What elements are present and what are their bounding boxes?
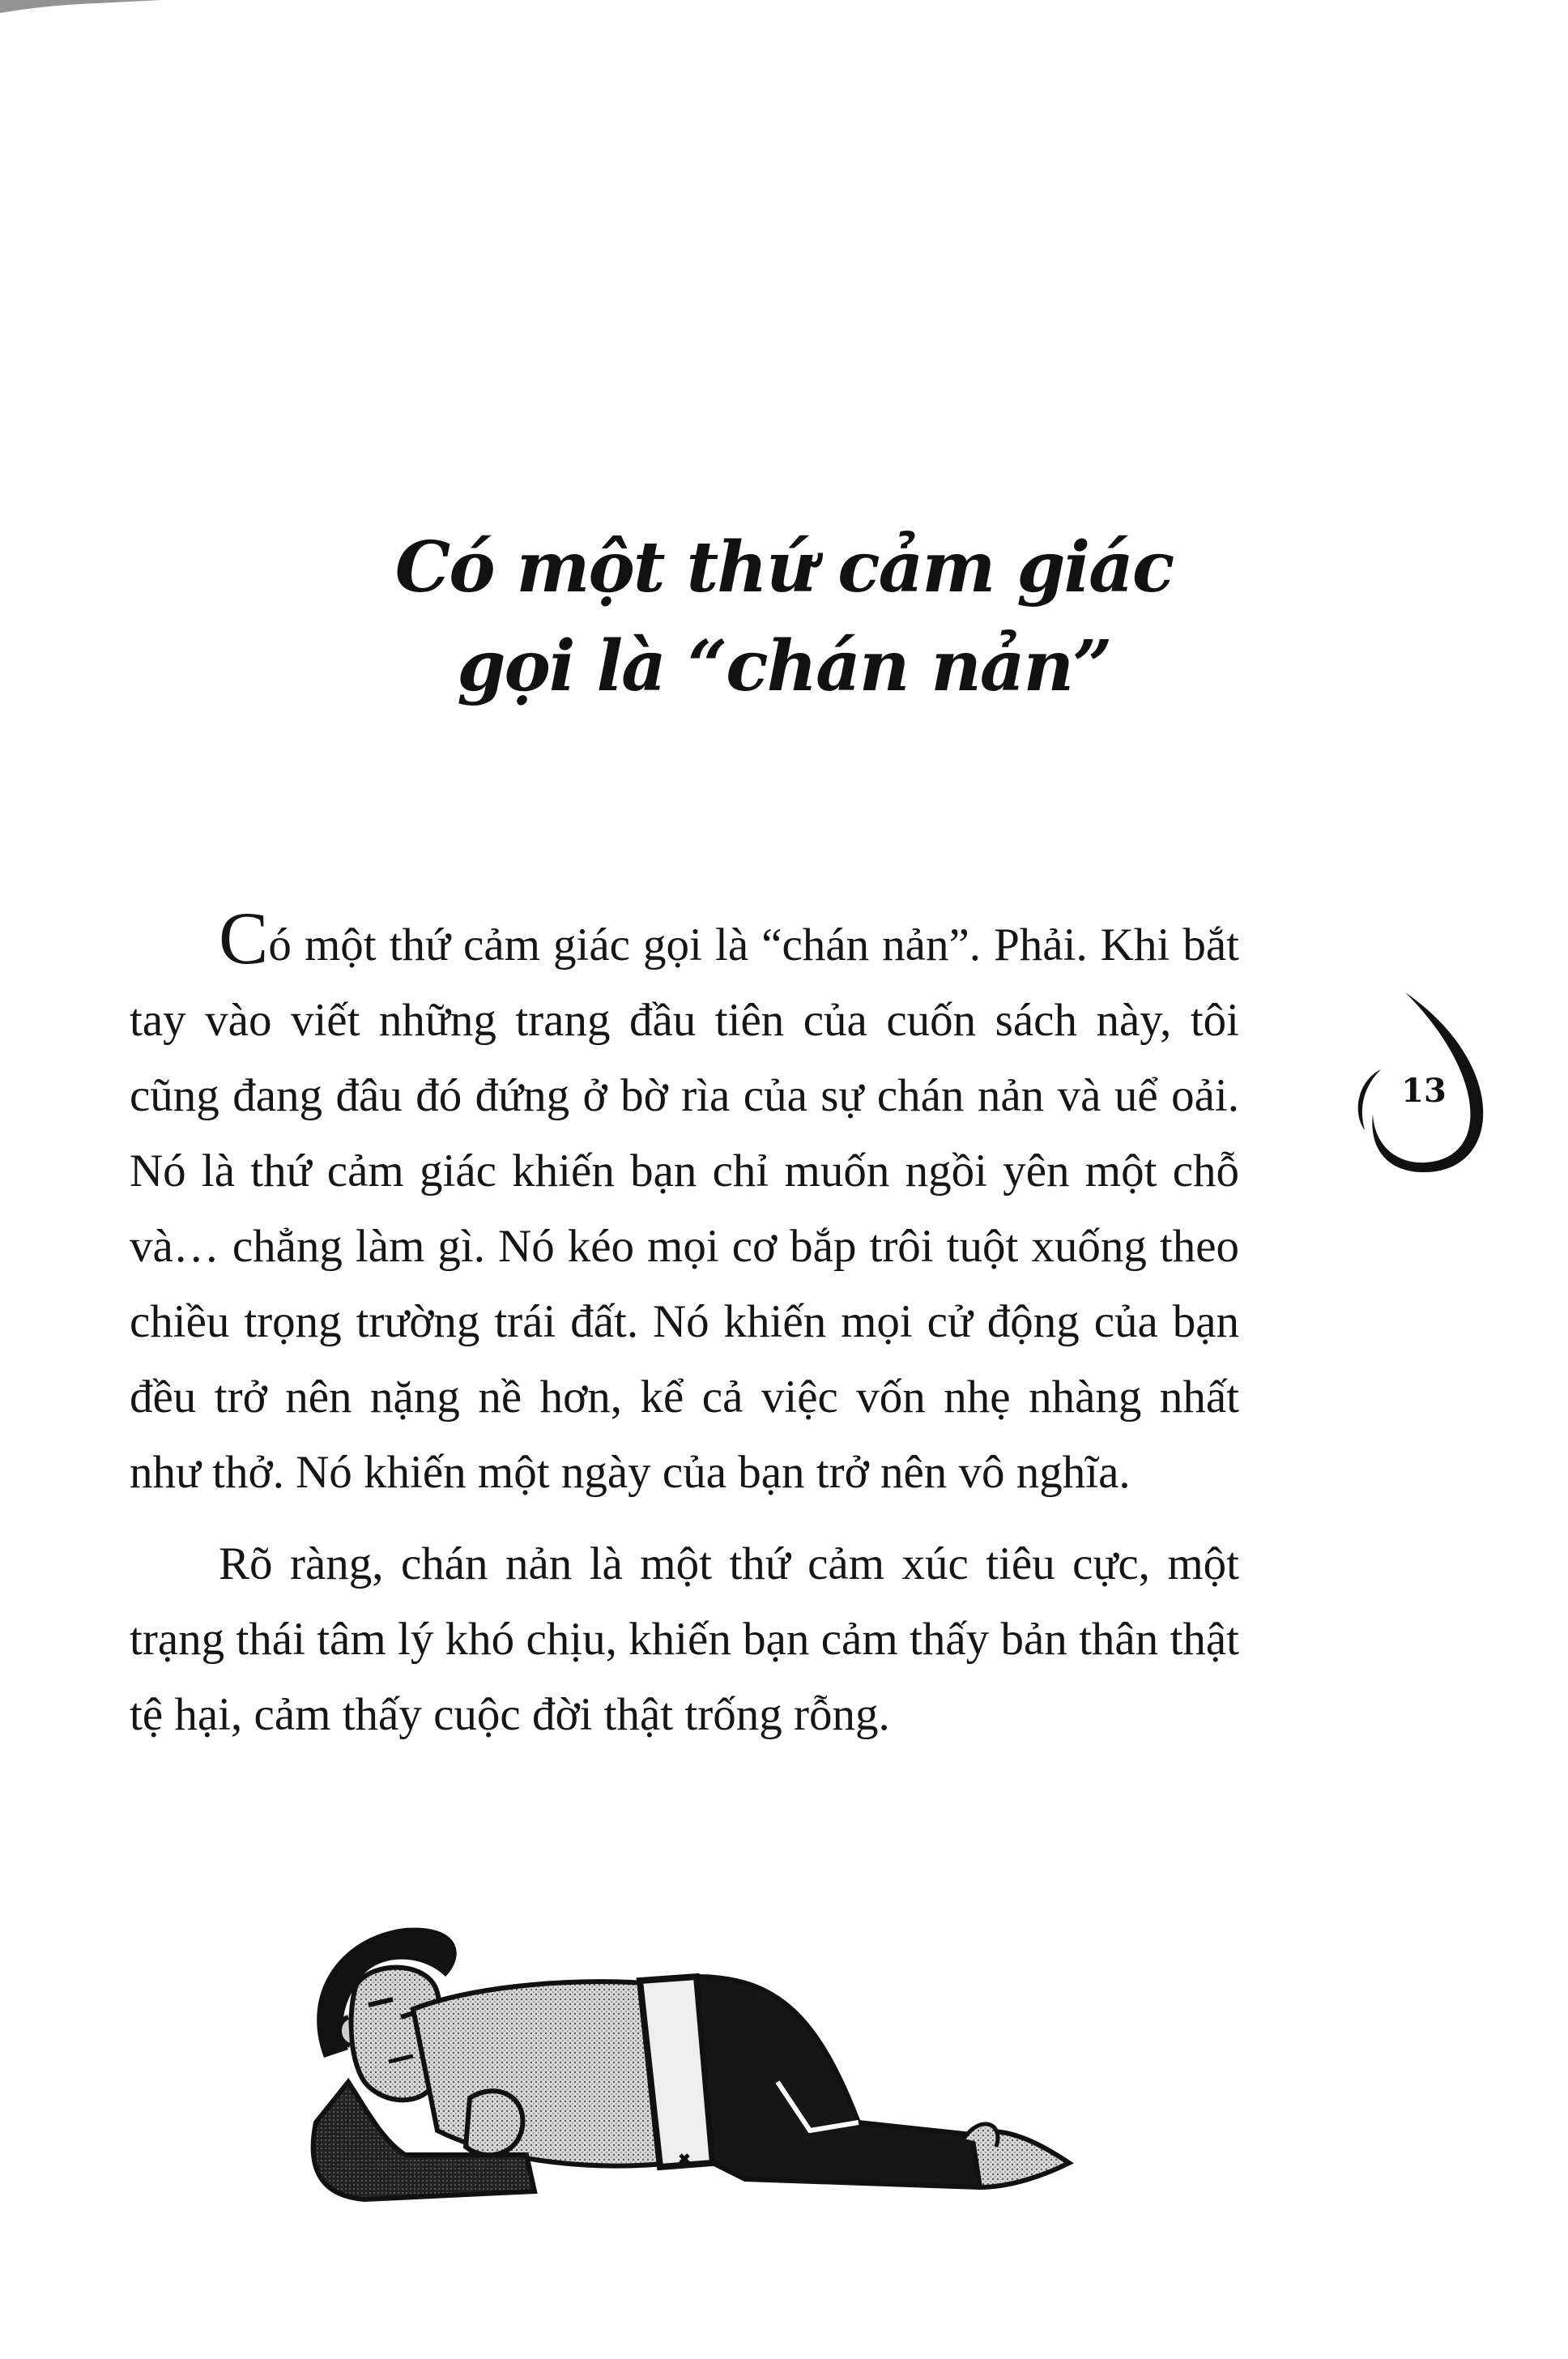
page-number-badge [1349, 992, 1519, 1187]
paragraph-2 [130, 1526, 1239, 1752]
chapter-title-line-2: gọi là “chán nản” [457, 625, 1111, 707]
paragraph-1 [130, 897, 1239, 1510]
page-number: 13 [1401, 1072, 1447, 1110]
chapter-title-line-1: Có một thứ cảm giác [394, 527, 1174, 608]
paragraph-2-text: Rõ ràng, chán nản là một thứ cảm xúc tiêu cực, một trạng thái tâm lý khó chịu, khiến bạn cảm thấy bản thân thật tệ hại, cảm thấy cuộc đời thật trống rỗng. [130, 1538, 1239, 1740]
paragraph-1-text: ó một thứ cảm giác gọi là “chán nản”. Phải. Khi bắt tay vào viết những trang đầu tiên của cuốn sách này, tôi cũng đang đâu đó đứng ở bờ rìa của sự chán nản và uể oải. Nó là thứ cảm giác khiến bạn chỉ muốn ngồi yên một chỗ và… chẳng làm gì. Nó kéo mọi cơ bắp trôi tuột xuống theo chiều trọng trường trái đất. Nó khiến mọi cử động của bạn đều trở nên nặng nề hơn, kể cả việc vốn nhẹ nhàng nhất như thở. Nó khiến một ngày của bạn trở nên vô nghĩa. [130, 919, 1239, 1498]
lying-person-illustration [292, 1920, 1085, 2244]
chapter-title [0, 518, 1568, 716]
scan-edge-shadow [0, 0, 1568, 15]
body-text [130, 897, 1239, 1768]
drop-letter: C [219, 897, 269, 979]
